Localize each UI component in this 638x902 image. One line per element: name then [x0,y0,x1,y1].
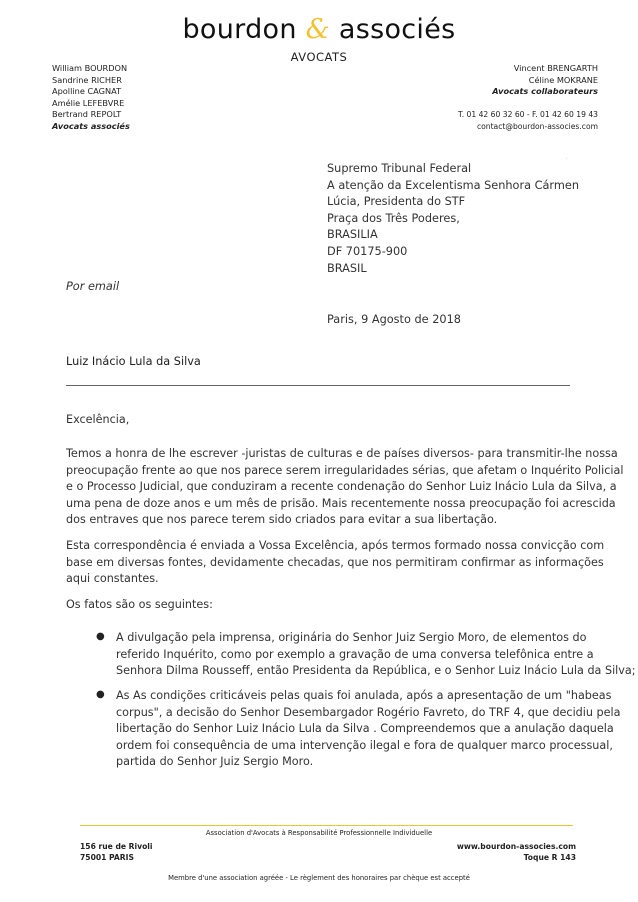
bullet-item [116,630,636,680]
membership-note: Membre d'une association agréée - Le règlement des honoraires par chèque est accepté [168,874,470,882]
collaborator-name: Céline MOKRANE [528,74,598,85]
web-info [457,841,576,864]
recipient-line: BRASIL [327,261,367,275]
collaborators-role: Avocats collaborateurs [492,86,598,96]
recipient-line: BRASILIA [327,228,378,242]
bullet-line: partida do Senhor Juiz Sergio Moro. [116,755,314,769]
brand-name-left: bourdon [182,14,297,45]
office-address [80,841,153,864]
subject-divider [66,385,570,386]
bullet-line: libertação do Senhor Luiz Inácio Lula da Silva . Compreendemos que a anulação daquela [116,722,614,736]
letter-date: Paris, 9 Agosto de 2018 [327,313,461,326]
bullet-line: corpus", a decisão do Senhor Desembargador Rogério Favreto, do TRF 4, que decidiu pela [116,705,621,719]
footer-divider [80,825,573,826]
partner-name: Bertrand REPOLT [52,109,122,119]
brand-ampersand: & [305,14,330,45]
partner-name: Sandrine RICHER [52,74,122,85]
partners-role: Avocats associés [52,120,130,131]
paragraph-line: aqui constantes. [66,572,159,586]
bullet-line: A divulgação pela imprensa, originária do Senhor Juiz Sergio Moro, de elementos do [116,631,587,644]
collaborators-list [492,63,598,98]
toque-number: Toque R 143 [523,853,576,863]
brand-name-right: associés [338,14,456,45]
bullet-line: ordem foi consequência de uma intervenção ilegal e fora de qualquer marco processual, [116,738,613,752]
recipient-line: DF 70175-900 [327,244,408,258]
contact-info [458,109,598,132]
bullet-icon: ● [96,689,105,700]
bullet-line: As As condições criticáveis pelas quais foi anulada, após a apresentação de um "habeas [116,689,612,702]
address-city: 75001 PARIS [80,853,134,863]
bullet-icon: ● [96,631,105,642]
collaborator-name: Vincent BRENGARTH [513,63,598,73]
recipient-line: Lúcia, Presidenta do STF [327,195,466,209]
association-note: Association d'Avocats à Responsabilité Professionnelle Individuelle [205,829,433,837]
phone-fax: T. 01 42 60 32 60 - F. 01 42 60 19 43 [457,110,598,119]
paragraph-line: base em diversas fontes, devidamente checadas, que nos permitiram confirmar as informações [66,555,604,569]
bullet-line: referido Inquérito, como por exemplo a gravação de uma conversa telefônica entre a [116,647,594,661]
letter-subject: Luiz Inácio Lula da Silva [66,355,201,368]
firm-logo [0,14,638,45]
recipient-line: A atenção da Excelentisma Senhora Cármen [327,178,579,192]
partner-name: Amélie LEFEBVRE [52,97,125,108]
bullet-item [116,688,621,771]
paragraph-line: dos entraves que nos parece terem sido criados para evitar a sua libertação. [66,513,498,527]
paragraph-line: e o Processo Judicial, que conduziram a recente condenação do Senhor Luiz Inácio Lula da Silva, a [66,480,617,494]
address-street: 156 rue de Rivoli [80,842,153,851]
recipient-line: Praça dos Três Poderes, [327,211,460,225]
partner-name: Apolline CAGNAT [52,86,122,96]
partner-name: William BOURDON [52,63,128,73]
recipient-line: Supremo Tribunal Federal [327,162,472,175]
salutation: Excelência, [66,413,130,426]
paragraph-line: preocupação frente ao que nos parece serem irregularidades sérias, que afetam o Inquérito Policial [66,463,624,477]
paragraph-line: Temos a honra de lhe escrever -juristas de culturas e de países diversos- para transmitir-lhe nossa [66,447,618,460]
firm-subtitle: AVOCATS [290,50,348,64]
contact-email[interactable]: contact@bourdon-associes.com [476,121,598,131]
bullet-line: Senhora Dilma Rousseff, então Presidenta da República, e o Senhor Luiz Inácio Lula da Silva; [116,664,636,678]
paragraph-1 [66,446,624,529]
scan-mark: · [566,156,568,161]
delivery-method: Por email [66,280,120,293]
recipient-address [327,161,579,277]
website-link[interactable]: www.bourdon-associes.com [456,842,576,851]
partners-list [52,63,130,132]
paragraph-line: Esta correspondência é enviada a Vossa Excelência, após termos formado nossa convicção com [66,539,605,552]
facts-intro: Os fatos são os seguintes: [66,598,213,611]
paragraph-line: uma pena de doze anos e um mês de prisão. Mais recentemente nossa preocupação foi acrescida [66,496,616,510]
paragraph-2 [66,538,605,588]
